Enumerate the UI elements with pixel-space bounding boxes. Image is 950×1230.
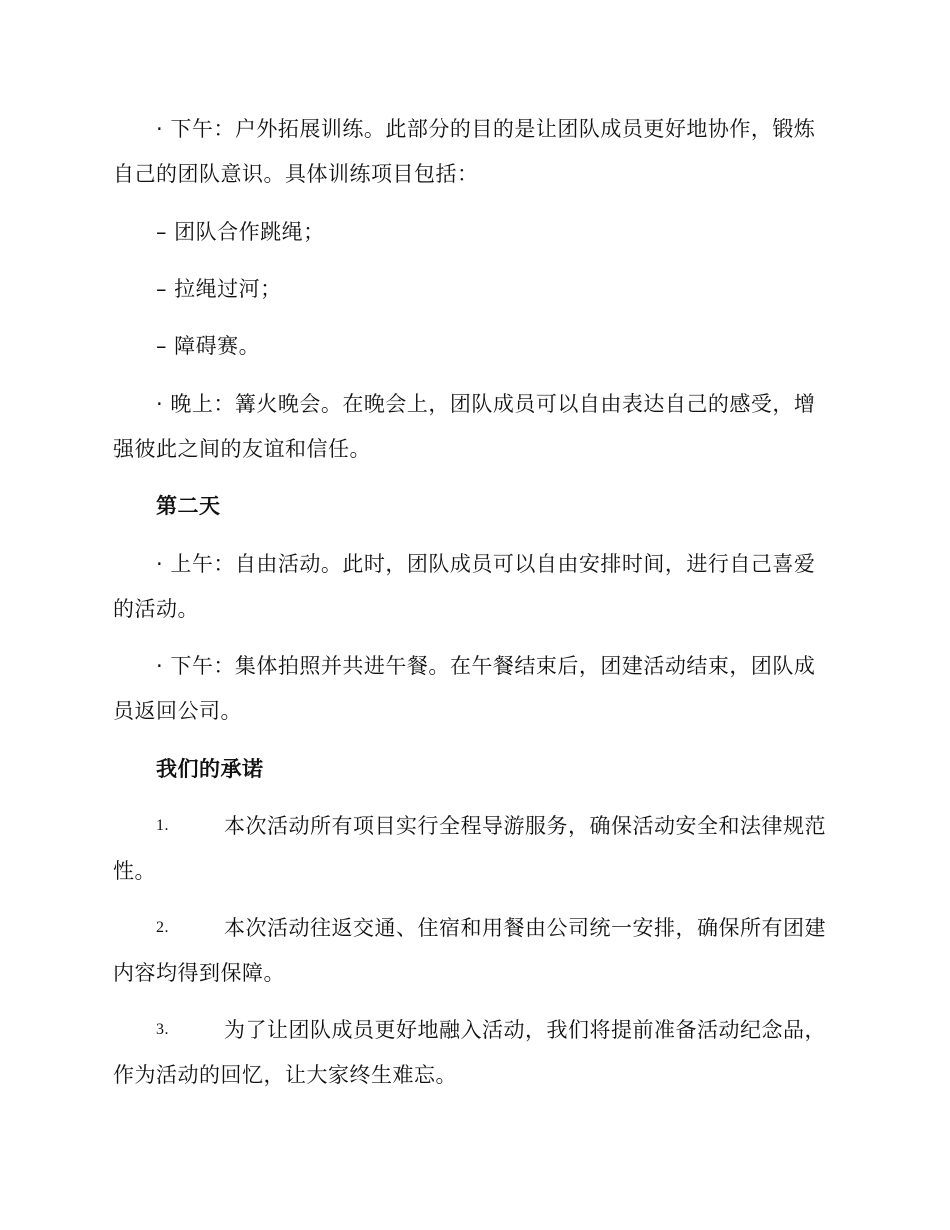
day2-afternoon-line2: 员返回公司。	[113, 699, 242, 723]
promise-item-text: 本次活动往返交通、住宿和用餐由公司统一安排，确保所有团建	[224, 916, 826, 940]
day1-afternoon-line2: 自己的团队意识。具体训练项目包括：	[113, 162, 479, 186]
day2-morning-line1: · 上午：自由活动。此时，团队成员可以自由安排时间，进行自己喜爱	[156, 552, 816, 576]
day2-morning-line2: 的活动。	[113, 597, 199, 621]
training-item-3: – 障碍赛。	[156, 334, 261, 358]
promise-item-text-cont: 作为活动的回忆，让大家终生难忘。	[113, 1063, 457, 1087]
promise-item-number: 2.	[156, 919, 169, 936]
day1-evening-line2: 强彼此之间的友谊和信任。	[113, 437, 371, 461]
promise-item-number: 1.	[156, 817, 169, 834]
promise-item-text: 本次活动所有项目实行全程导游服务，确保活动安全和法律规范	[224, 814, 826, 838]
day2-afternoon-line1: · 下午：集体拍照并共进午餐。在午餐结束后，团建活动结束，团队成	[156, 654, 816, 678]
promise-heading: 我们的承诺	[156, 757, 264, 781]
promise-item-number: 3.	[156, 1021, 169, 1038]
training-item-1: – 团队合作跳绳；	[156, 220, 325, 244]
day2-heading: 第二天	[156, 494, 221, 518]
promise-item-text-cont: 内容均得到保障。	[113, 961, 285, 985]
training-item-2: – 拉绳过河；	[156, 277, 282, 301]
day1-evening-line1: · 晚上：篝火晚会。在晚会上，团队成员可以自由表达自己的感受，增	[156, 392, 816, 416]
day1-afternoon-line1: · 下午：户外拓展训练。此部分的目的是让团队成员更好地协作，锻炼	[156, 117, 816, 141]
promise-item-text-cont: 性。	[113, 859, 156, 883]
promise-item-text: 为了让团队成员更好地融入活动，我们将提前准备活动纪念品，	[224, 1018, 826, 1042]
